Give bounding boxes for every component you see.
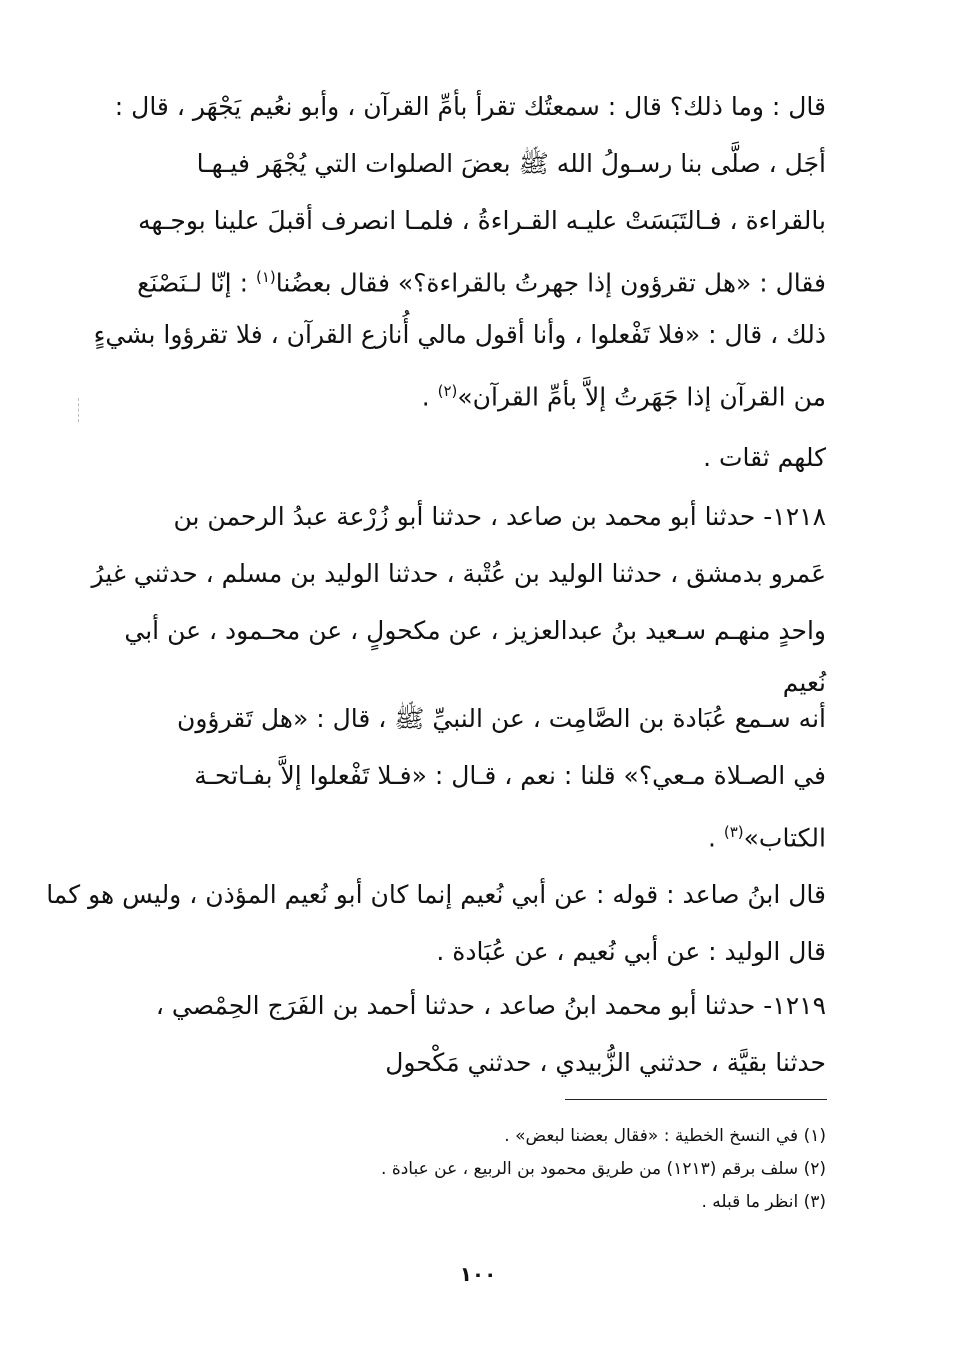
paragraph-hadith-1218-isnad bbox=[91, 488, 826, 707]
text-line: حدثنا بقيَّة ، حدثني الزُّبيدي ، حدثني مَكْحول bbox=[385, 1048, 826, 1077]
text-line: قال ابنُ صاعد : قوله : عن أبي نُعيم إنما كان أبو نُعيم المؤذن ، وليس هو كما bbox=[46, 880, 826, 909]
text-line: عَمرو بدمشق ، حدثنا الوليد بن عُتْبة ، حدثنا الوليد بن مسلم ، حدثني غيرُ bbox=[91, 559, 826, 588]
footnote-marker-3: (٣) bbox=[723, 823, 744, 841]
footnotes bbox=[200, 1120, 826, 1219]
text-line: أنه سـمع عُبَادة بن الصَّامِت ، عن النبيِّ ﷺ ، قال : «هل تَقرؤون bbox=[177, 704, 826, 733]
text-line: ١٢١٨- حدثنا أبو محمد بن صاعد ، حدثنا أبو زُرْعة عبدُ الرحمن بن bbox=[173, 502, 826, 531]
footnote-1: (١) في النسخ الخطية : «فقال بعضنا لبعض» . bbox=[504, 1126, 826, 1146]
text-line: قال الوليد : عن أبي نُعيم ، عن عُبَادة . bbox=[436, 937, 826, 966]
paragraph-trust-note bbox=[110, 429, 826, 486]
footnote-2: (٢) سلف برقم (١٢١٣) من طريق محمود بن الربيع ، عن عبادة . bbox=[381, 1159, 826, 1179]
text-fragment: . bbox=[421, 382, 438, 412]
text-line: ذلك ، قال : «فلا تَفْعلوا ، وأنا أقول مالي أُنازع القرآن ، فلا تقرؤوا بشيءٍ bbox=[93, 320, 826, 349]
text-line bbox=[110, 363, 826, 420]
margin-mark bbox=[78, 398, 80, 422]
footnote-marker-1: (١) bbox=[255, 268, 276, 286]
text-line bbox=[110, 249, 826, 306]
text-line: ١٢١٩- حدثنا أبو محمد ابنُ صاعد ، حدثنا أحمد بن الفَرَج الحِمْصي ، bbox=[155, 991, 826, 1020]
page-number: ١٠٠ bbox=[459, 1262, 497, 1286]
text-line: بالقراءة ، فـالتَبَسَتْ عليـه القـراءةُ ، فلمـا انصرف أقبلَ علينا بوجـهه bbox=[138, 206, 826, 235]
footnote-marker-2: (٢) bbox=[437, 382, 458, 400]
text-line: في الصـلاة مـعي؟» قلنا : نعم ، قـال : «فـلا تَفْعلوا إلاَّ بفـاتحـة bbox=[194, 761, 826, 790]
paragraph-hadith-1219 bbox=[110, 977, 826, 1091]
text-fragment: . bbox=[707, 823, 724, 853]
paragraph-ibn-said-comment bbox=[46, 866, 826, 980]
text-fragment: فقال : «هل تقرؤون إذا جهرتُ بالقراءة؟» فقال بعضُنا bbox=[275, 268, 826, 298]
text-line: واحدٍ منهـم سـعيد بنُ عبدالعزيز ، عن مكحولٍ ، عن محـمود ، عن أبي bbox=[124, 616, 826, 645]
text-line: أجَل ، صلَّى بنا رسـولُ الله ﷺ بعضَ الصلوات التي يُجْهَر فيـهـا bbox=[196, 149, 826, 178]
text-line: كلهم ثقات . bbox=[703, 443, 826, 472]
text-fragment: من القرآن إذا جَهَرتُ إلاَّ بأمِّ القرآن» bbox=[457, 382, 826, 412]
text-line bbox=[110, 804, 826, 861]
text-line: نُعيم bbox=[782, 668, 826, 697]
text-fragment: الكتاب» bbox=[743, 823, 826, 853]
paragraph-hadith-continuation bbox=[93, 78, 826, 420]
footnote-3: (٣) انظر ما قبله . bbox=[701, 1192, 826, 1212]
text-line: قال : وما ذلك؟ قال : سمعتُك تقرأ بأمِّ القرآن ، وأبو نعُيم يَجْهَر ، قال : bbox=[114, 92, 826, 121]
text-fragment: : إنّا لـنَصْنَع bbox=[137, 268, 256, 298]
paragraph-hadith-1218-matn bbox=[110, 690, 826, 861]
footnote-separator bbox=[565, 1099, 827, 1100]
